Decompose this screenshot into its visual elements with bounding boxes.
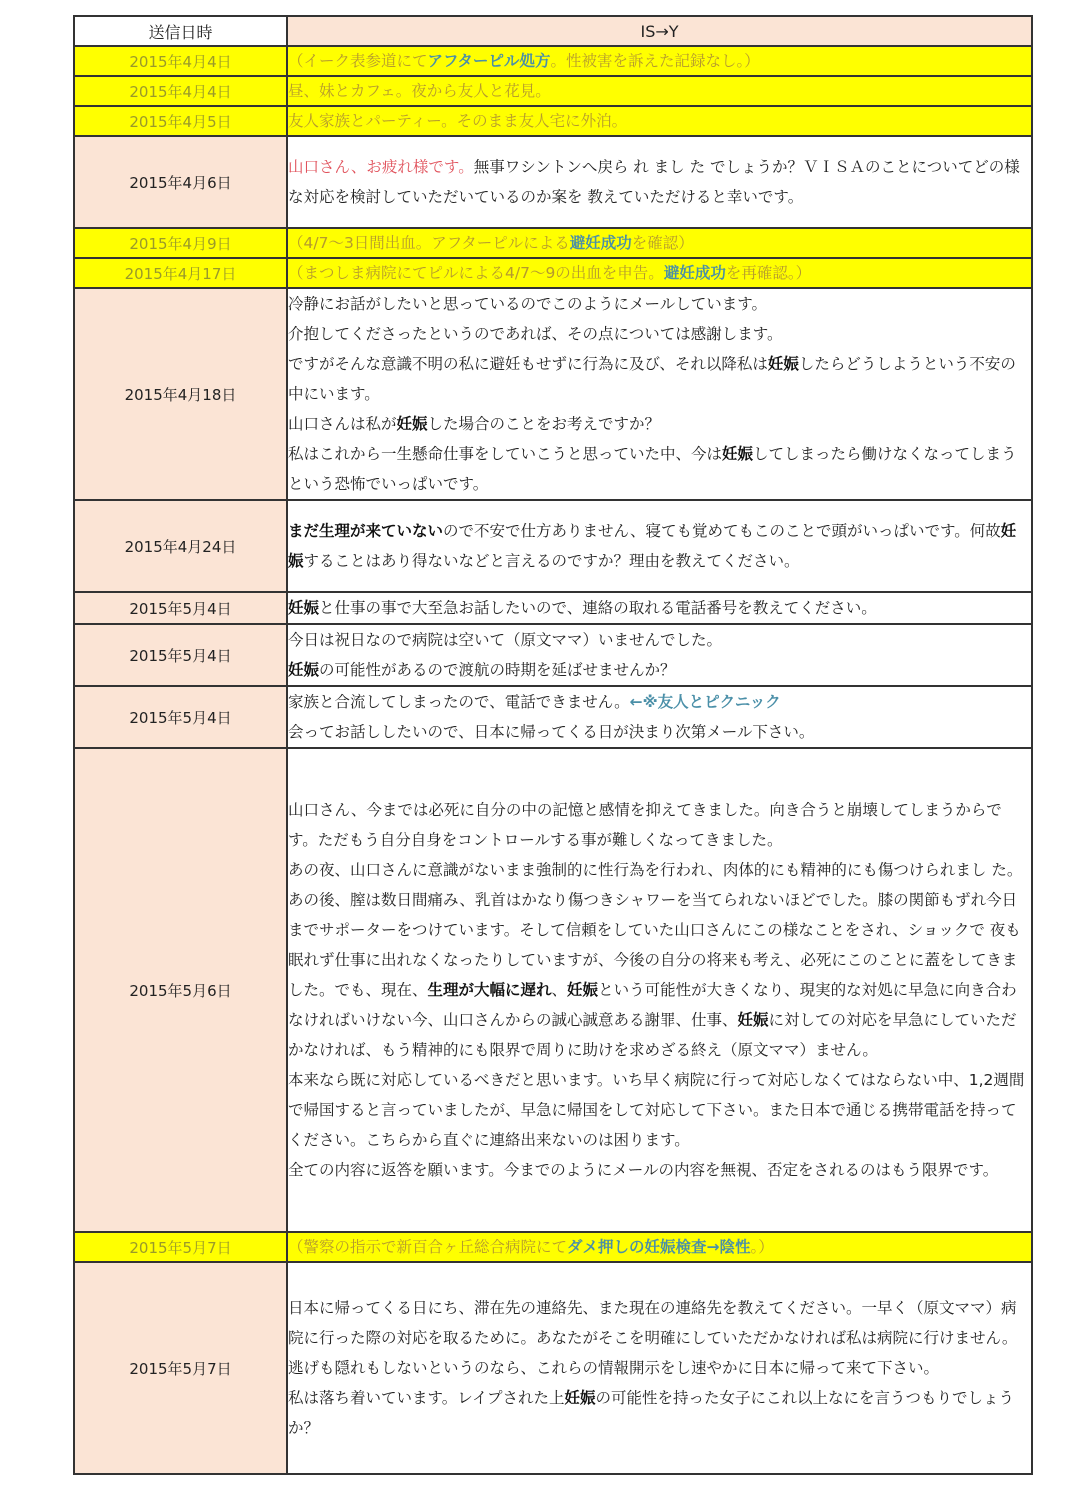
email-log-table — [73, 15, 1033, 1475]
message-text: 無事ワシントンへ戻ら れ まし た でしょうか？ＶＩＳＡのことについてどの様 な対応を検討していただいているのか案を 教えていただけると幸いです。 — [288, 158, 1020, 206]
table-row — [74, 46, 1032, 76]
row-message — [287, 624, 1032, 686]
row-message — [287, 136, 1032, 228]
table-row — [74, 748, 1032, 1232]
message-text: 。） — [750, 1238, 774, 1256]
row-message — [287, 76, 1032, 106]
row-message — [287, 288, 1032, 500]
annotation-text: ダメ押しの妊娠検査→陰性 — [567, 1238, 751, 1256]
message-text: した場合のことをお考えですか？ — [427, 415, 661, 433]
table-row — [74, 228, 1032, 258]
row-date: 2015年5月7日 — [74, 1262, 287, 1474]
row-date: 2015年4月4日 — [74, 46, 287, 76]
emphasis-text: まだ生理が来ていない — [288, 522, 444, 540]
message-text: 全ての内容に返答を願います。今までのようにメールの内容を無視、否定をされるのはもう限界です。 — [288, 1161, 999, 1179]
row-message — [287, 106, 1032, 136]
message-text: （4/7～3日間出血。アフターピルによる — [288, 234, 570, 252]
message-text: （まつしま病院にてピルによる4/7～9の出血を申告。 — [288, 264, 664, 282]
header-message: IS→Y — [287, 16, 1032, 46]
row-date: 2015年5月4日 — [74, 592, 287, 624]
row-date: 2015年5月4日 — [74, 686, 287, 748]
message-text: 会ってお話ししたいので、日本に帰ってくる日が決まり次第メール下さい。 — [288, 723, 815, 741]
emphasis-text: 妊娠 — [767, 355, 799, 373]
message-text: 私は落ち着いています。レイプされた上 — [288, 1389, 565, 1407]
message-text: を確認） — [631, 234, 694, 252]
message-text: に対しての対応を早急にしていただかなければ、もう精神的にも限界で周りに助けを求めざる終え（原文ママ）ません。 — [288, 1011, 1017, 1059]
message-text: 昼、妹とカフェ。夜から友人と花見。 — [288, 82, 551, 100]
annotation-text: 避妊成功 — [569, 234, 632, 252]
emphasis-text: 妊娠 — [564, 1389, 596, 1407]
message-text: することはあり得ないなどと言えるのですか？理由を教えてください。 — [303, 552, 800, 570]
row-message — [287, 500, 1032, 592]
table-row — [74, 592, 1032, 624]
table-row — [74, 258, 1032, 288]
message-text: 山口さん、今までは必死に自分の中の記憶と感情を抑えてきました。向き合うと崩壊してしまうからです。ただもう自分自身をコントロールする事が難しくなってきました。 — [288, 801, 1002, 849]
message-text: 、 — [551, 981, 568, 999]
row-date: 2015年5月6日 — [74, 748, 287, 1232]
message-text: 冷静にお話がしたいと思っているのでこのようにメールしています。 — [288, 295, 767, 313]
table-row — [74, 624, 1032, 686]
row-message — [287, 258, 1032, 288]
row-message — [287, 686, 1032, 748]
row-date: 2015年4月6日 — [74, 136, 287, 228]
row-date: 2015年5月7日 — [74, 1232, 287, 1262]
header-row — [74, 16, 1032, 46]
message-text: 山口さんは私が — [288, 415, 397, 433]
message-text: （イーク表参道にて — [288, 52, 428, 70]
annotation-text: 避妊成功 — [663, 264, 726, 282]
row-message — [287, 1262, 1032, 1474]
message-text: 家族と合流してしまったので、電話できません。 — [288, 693, 630, 711]
message-text: 日本に帰ってくる日にち、滞在先の連絡先、また現在の連絡先を教えてください。一早く（原文ママ）病院に行った際の対応を取るために。あなたがそこを明確にしていただかなければ私は病院に行けません。 — [288, 1299, 1018, 1347]
message-text: してしまったら働けなくなってしまうという恐怖でいっぱいです。 — [288, 445, 1017, 493]
message-text: したらどうしようという不安の中にいます。 — [288, 355, 1016, 403]
message-text: 介抱してくださったというのであれば、その点については感謝します。 — [288, 325, 783, 343]
message-text: あの夜、山口さんに意識がないまま強制的に性行為を行われ、肉体的にも精神的にも傷つけられまし た。あの後、膣は数日間痛み、乳首はかなり傷つきシャワーを当てられないほどでした。膝の関節もずれ今日までサポーターをつけています。そして信頼をしていた山口さんにこの様なことをされ、ショックで 夜も眠れず仕事に出れなくなったりしていますが、今後の自分の将来も考え、必死にこのことに蓋をしてきました。でも、現在、 — [288, 861, 1023, 999]
row-date: 2015年4月18日 — [74, 288, 287, 500]
message-text: を再確認。） — [725, 264, 812, 282]
row-date: 2015年4月17日 — [74, 258, 287, 288]
row-date: 2015年5月4日 — [74, 624, 287, 686]
row-message — [287, 228, 1032, 258]
greeting-text: 山口さん、お疲れ様です。 — [288, 158, 474, 176]
message-text: という可能性が大きくなり、現実的な対処に早急に向き合わなければいけない今、山口さんからの誠心誠意ある謝罪、仕事、 — [288, 981, 1017, 1029]
row-date: 2015年4月24日 — [74, 500, 287, 592]
table-row — [74, 76, 1032, 106]
row-message — [287, 592, 1032, 624]
annotation-text: アフターピル処方 — [427, 52, 551, 70]
emphasis-text: 妊娠 — [567, 981, 599, 999]
message-text: （警察の指示で新百合ヶ丘総合病院にて — [288, 1238, 568, 1256]
message-text: の可能性を持った女子にこれ以上なにを言うつもりでしょうか？ — [288, 1389, 1015, 1437]
row-message — [287, 748, 1032, 1232]
message-text: 。性被害を訴えた記録なし。） — [550, 52, 760, 70]
message-text: 私はこれから一生懸命仕事をしていこうと思っていた中、今は — [288, 445, 723, 463]
table-row — [74, 1262, 1032, 1474]
row-date: 2015年4月9日 — [74, 228, 287, 258]
row-date: 2015年4月4日 — [74, 76, 287, 106]
table-row — [74, 136, 1032, 228]
log-body — [74, 46, 1032, 1474]
message-text: ので不安で仕方ありません、寝ても覚めてもこのことで頭がいっぱいです。何故 — [443, 522, 1001, 540]
table-row — [74, 106, 1032, 136]
table-row — [74, 1232, 1032, 1262]
message-text: と仕事の事で大至急お話したいので、連絡の取れる電話番号を教えてください。 — [319, 599, 877, 617]
emphasis-text: 妊娠 — [288, 522, 1017, 570]
message-text: 逃げも隠れもしないというのなら、これらの情報開示をし速やかに日本に帰って来て下さい。 — [288, 1359, 940, 1377]
header-date: 送信日時 — [74, 16, 287, 46]
emphasis-text: 妊娠 — [737, 1011, 769, 1029]
message-text: ですがそんな意識不明の私に避妊もせずに行為に及び、それ以降私は — [288, 355, 768, 373]
emphasis-text: 妊娠 — [396, 415, 428, 433]
emphasis-text: 妊娠 — [288, 599, 320, 617]
table-row — [74, 500, 1032, 592]
table-row — [74, 288, 1032, 500]
row-message — [287, 46, 1032, 76]
emphasis-text: 妊娠 — [288, 661, 320, 679]
row-date: 2015年4月5日 — [74, 106, 287, 136]
table-row — [74, 686, 1032, 748]
message-text: 今日は祝日なので病院は空いて（原文ママ）いませんでした。 — [288, 631, 723, 649]
message-text: の可能性があるので渡航の時期を延ばせませんか？ — [319, 661, 676, 679]
message-text: 本来なら既に対応しているべきだと思います。いち早く病院に行って対応しなくてはならない中、1,2週間で帰国すると言っていましたが、早急に帰国をして対応して下さい。また日本で通じる携帯電話を持ってください。こちらから直ぐに連絡出来ないのは困ります。 — [288, 1071, 1025, 1149]
annotation-text: ←※友人とピクニック — [629, 693, 781, 711]
emphasis-text: 生理が大幅に遅れ — [427, 981, 552, 999]
emphasis-text: 妊娠 — [722, 445, 754, 463]
message-text: 友人家族とパーティー。そのまま友人宅に外泊。 — [288, 112, 628, 130]
row-message — [287, 1232, 1032, 1262]
